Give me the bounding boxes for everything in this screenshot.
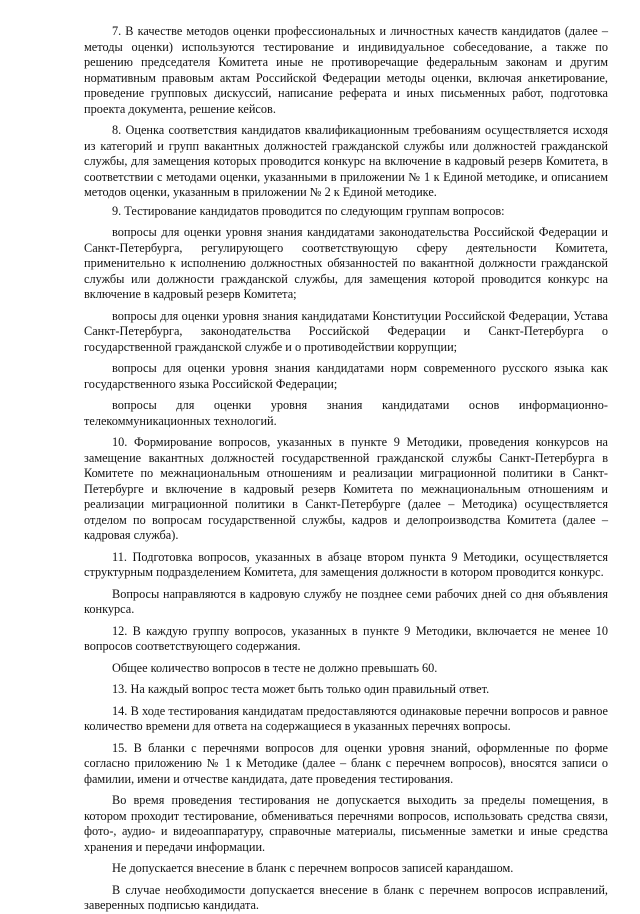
paragraph-9-item-3: вопросы для оценки уровня знания кандидатами норм современного русского языка как государственного языка Российской Федерации; <box>84 361 608 391</box>
paragraph-9-item-2: вопросы для оценки уровня знания кандидатами Конституции Российской Федерации, Устава Санкт-Петербурга, законодательства Российской Федерации и Санкт-Петербурга о государственной гражданской службе и о противодействии коррупции; <box>84 308 608 354</box>
paragraph-9-item-4: вопросы для оценки уровня знания кандидатами основ информационно-телекоммуникационных технологий. <box>84 398 608 428</box>
paragraph-8: 8. Оценка соответствия кандидатов квалификационным требованиям осуществляется исходя из категорий и групп вакантных должностей гражданской службы или должностей гражданской службы, для замещения которых проводится конкурс на включение в кадровый резерв Комитета, в соответствии с методами оценки, указанными в приложении № 1 к Единой методике, и описанием методов оценки, указанным в приложении № 2 к Единой методике. <box>84 123 608 199</box>
paragraph-9: 9. Тестирование кандидатов проводится по следующим группам вопросов: <box>112 203 505 218</box>
paragraph-15-corrections: В случае необходимости допускается внесение в бланк с перечнем вопросов исправлений, заверенных подписью кандидата. <box>84 882 608 912</box>
paragraph-13: 13. На каждый вопрос теста может быть только один правильный ответ. <box>112 682 490 696</box>
paragraph-10: 10. Формирование вопросов, указанных в пункте 9 Методики, проведения конкурсов на замещение вакантных должностей государственной гражданской службы Санкт-Петербурга в Комитете по межнациональным отношениям и реализации миграционной политики в Санкт-Петербурге и включение в кадровый резерв Комитета по межнациональным отношениям и реализации миграционной политики в Санкт-Петербурге (далее – Методика) осуществляется отделом по вопросам государственной службы, кадров и делопроизводства Комитета (далее – кадровая служба). <box>84 435 608 542</box>
paragraph-15: 15. В бланки с перечнями вопросов для оценки уровня знаний, оформленные по форме согласно приложению № 1 к Методике (далее – бланк с перечнем вопросов), вносятся записи о фамилии, имени и отчестве кандидата, дате проведения тестирования. <box>84 740 608 786</box>
paragraph-12: 12. В каждую группу вопросов, указанных в пункте 9 Методики, включается не менее 10 вопросов соответствующего содержания. <box>84 623 608 653</box>
paragraph-15-pencil: Не допускается внесение в бланк с перечнем вопросов записей карандашом. <box>112 861 514 875</box>
paragraph-9-item-1: вопросы для оценки уровня знания кандидатами законодательства Российской Федерации и Санкт-Петербурга, регулирующего соответствующую сферу деятельности Комитета, применительно к исполнению должностных обязанностей по вакантной должности гражданской службы или должности гражданской службы, для замещения которой проводится конкурс на включение в кадровый резерв Комитета; <box>84 225 608 301</box>
paragraph-14: 14. В ходе тестирования кандидатам предоставляются одинаковые перечни вопросов и равное количество времени для ответа на содержащиеся в указанных перечнях вопросы. <box>84 703 608 733</box>
paragraph-12-note: Общее количество вопросов в тесте не должно превышать 60. <box>112 660 438 675</box>
paragraph-11-note: Вопросы направляются в кадровую службу не позднее семи рабочих дней со дня объявления конкурса. <box>84 586 608 616</box>
paragraph-11: 11. Подготовка вопросов, указанных в абзаце втором пункта 9 Методики, осуществляется структурным подразделением Комитета, для замещения должности в котором проводится конкурс. <box>84 549 608 579</box>
paragraph-7: 7. В качестве методов оценки профессиональных и личностных качеств кандидатов (далее – методы оценки) используются тестирование и индивидуальное собеседование, а также по решению председателя Комитета иные не противоречащие федеральным законам и другим нормативным правовым актам Российской Федерации методы оценки, включая анкетирование, проведение групповых дискуссий, написание реферата и иных письменных работ, подготовка проекта документа, решение кейсов. <box>84 24 608 116</box>
paragraph-15-rules: Во время проведения тестирования не допускается выходить за пределы помещения, в котором проходит тестирование, обмениваться перечнями вопросов, использовать средства связи, фото-, аудио- и видеоаппаратуру, справочные материалы, письменные заметки и иные средства хранения и передачи информации. <box>84 793 608 854</box>
